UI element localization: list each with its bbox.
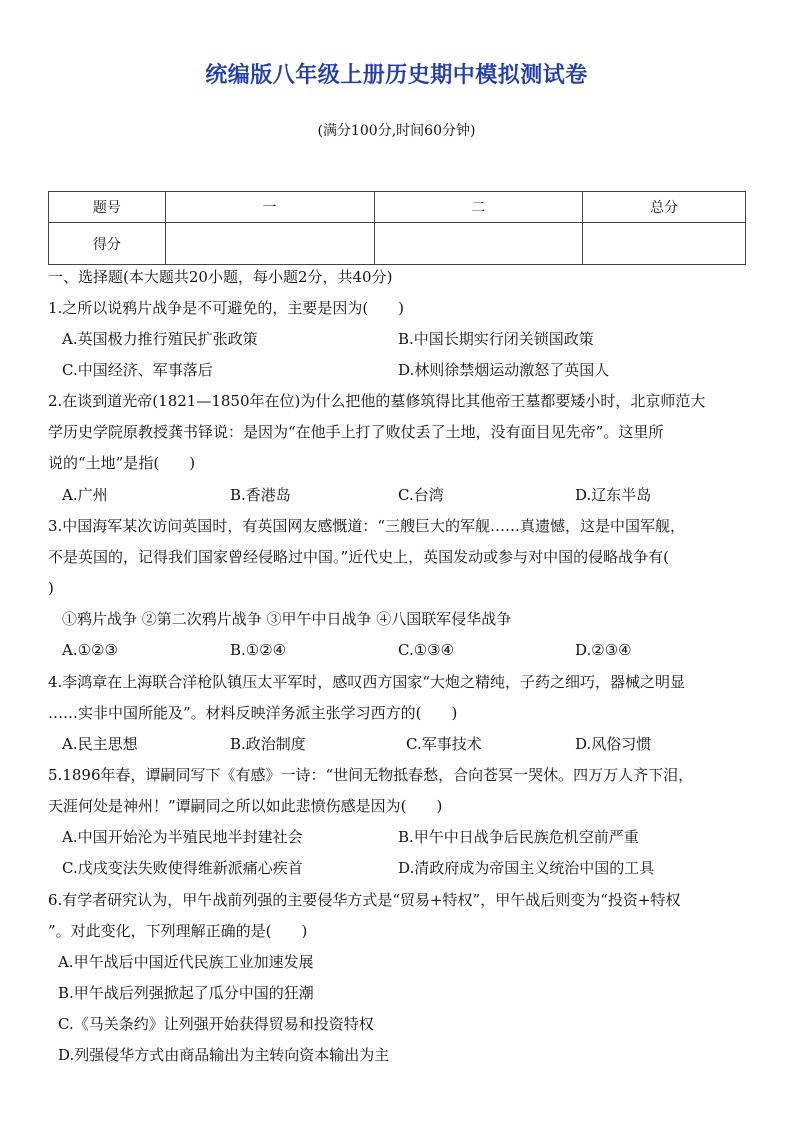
question-2-option-d[interactable]: D.辽东半岛 [575, 486, 652, 504]
question-3-stem-line-2: 不是英国的，记得我们国家曾经侵略过中国。”近代史上，英国发动或参与对中国的侵略战争有( [48, 548, 670, 566]
exam-title: 统编版八年级上册历史期中模拟测试卷 [205, 63, 588, 88]
question-5-option-c[interactable]: C.戊戌变法失败使得维新派痛心疾首 [62, 859, 303, 877]
question-2-option-a[interactable]: A.广州 [62, 486, 108, 504]
question-3-option-d[interactable]: D.②③④ [575, 641, 632, 659]
question-4-option-b[interactable]: B.政治制度 [230, 735, 306, 753]
question-3-stem-line-3: ) [48, 579, 54, 597]
score-header-cell: 题号 [49, 192, 166, 223]
question-5-option-a[interactable]: A.中国开始沦为半殖民地半封建社会 [62, 828, 303, 846]
question-1-option-a[interactable]: A.英国极力推行殖民扩张政策 [62, 330, 258, 348]
question-6-option-b[interactable]: B.甲午战后列强掀起了瓜分中国的狂潮 [58, 984, 314, 1002]
question-1-option-b[interactable]: B.中国长期实行闭关锁国政策 [398, 330, 594, 348]
score-row-label: 得分 [49, 223, 166, 265]
score-cell[interactable] [374, 223, 583, 265]
question-1-stem: 1.之所以说鸦片战争是不可避免的，主要是因为( ) [48, 299, 405, 317]
section-heading: 一、选择题(本大题共20小题，每小题2分，共40分) [48, 268, 393, 286]
score-header-cell: 二 [374, 192, 583, 223]
question-5-stem-line-2: 天涯何处是神州！”谭嗣同之所以如此悲愤伤感是因为( ) [48, 797, 443, 815]
question-5-stem-line-1: 5.1896年春，谭嗣同写下《有感》一诗：“世间无物抵春愁，合向苍冥一哭休。四万万人齐下泪， [48, 766, 694, 784]
score-header-cell: 总分 [583, 192, 746, 223]
question-5-option-d[interactable]: D.清政府成为帝国主义统治中国的工具 [398, 859, 655, 877]
question-1-option-d[interactable]: D.林则徐禁烟运动激怒了英国人 [398, 361, 610, 379]
exam-subtitle: (满分100分,时间60分钟) [317, 123, 476, 139]
question-6-stem-line-1: 6.有学者研究认为，甲午战前列强的主要侵华方式是“贸易+特权”，甲午战后则变为“投资+特权 [48, 891, 681, 909]
question-4-stem-line-2: ……实非中国所能及”。材料反映洋务派主张学习西方的( ) [48, 704, 458, 722]
score-table-score-row [49, 223, 746, 265]
question-5-option-b[interactable]: B.甲午中日战争后民族危机空前严重 [398, 828, 639, 846]
question-2-stem-line-1: 2.在谈到道光帝(1821—1850年在位)为什么把他的墓修筑得比其他帝王墓都要矮小时，北京师范大 [48, 392, 706, 410]
question-3-option-b[interactable]: B.①②④ [230, 641, 287, 659]
question-1-option-c[interactable]: C.中国经济、军事落后 [62, 361, 213, 379]
question-6-option-a[interactable]: A.甲午战后中国近代民族工业加速发展 [58, 953, 314, 971]
question-2-option-c[interactable]: C.台湾 [398, 486, 444, 504]
question-6-option-d[interactable]: D.列强侵华方式由商品输出为主转向资本输出为主 [58, 1046, 390, 1064]
score-table-header-row [49, 192, 746, 223]
score-table [48, 191, 746, 265]
question-4-option-c[interactable]: C.军事技术 [406, 735, 482, 753]
question-6-stem-line-2: ”。对此变化，下列理解正确的是( ) [48, 922, 308, 940]
question-6-option-c[interactable]: C.《马关条约》让列强开始获得贸易和投资特权 [58, 1015, 374, 1033]
score-cell[interactable] [165, 223, 374, 265]
question-3-stem-line-1: 3.中国海军某次访问英国时，有英国网友感慨道：“三艘巨大的军舰……真遗憾，这是中国军舰， [48, 517, 685, 535]
question-4-option-a[interactable]: A.民主思想 [62, 735, 138, 753]
question-4-stem-line-1: 4.李鸿章在上海联合洋枪队镇压太平军时，感叹西方国家“大炮之精纯，子药之细巧，器械之明显 [48, 673, 685, 691]
question-2-stem-line-3: 说的“土地”是指( ) [48, 454, 196, 472]
question-2-stem-line-2: 学历史学院原教授龚书铎说：是因为“在他手上打了败仗丢了土地，没有面目见先帝”。这里所 [48, 423, 664, 441]
question-2-option-b[interactable]: B.香港岛 [230, 486, 291, 504]
question-3-option-c[interactable]: C.①③④ [398, 641, 455, 659]
question-3-items: ①鸦片战争 ②第二次鸦片战争 ③甲午中日战争 ④八国联军侵华战争 [62, 610, 512, 628]
score-header-cell: 一 [165, 192, 374, 223]
question-3-option-a[interactable]: A.①②③ [62, 641, 118, 659]
question-4-option-d[interactable]: D.风俗习惯 [575, 735, 652, 753]
score-cell[interactable] [583, 223, 746, 265]
